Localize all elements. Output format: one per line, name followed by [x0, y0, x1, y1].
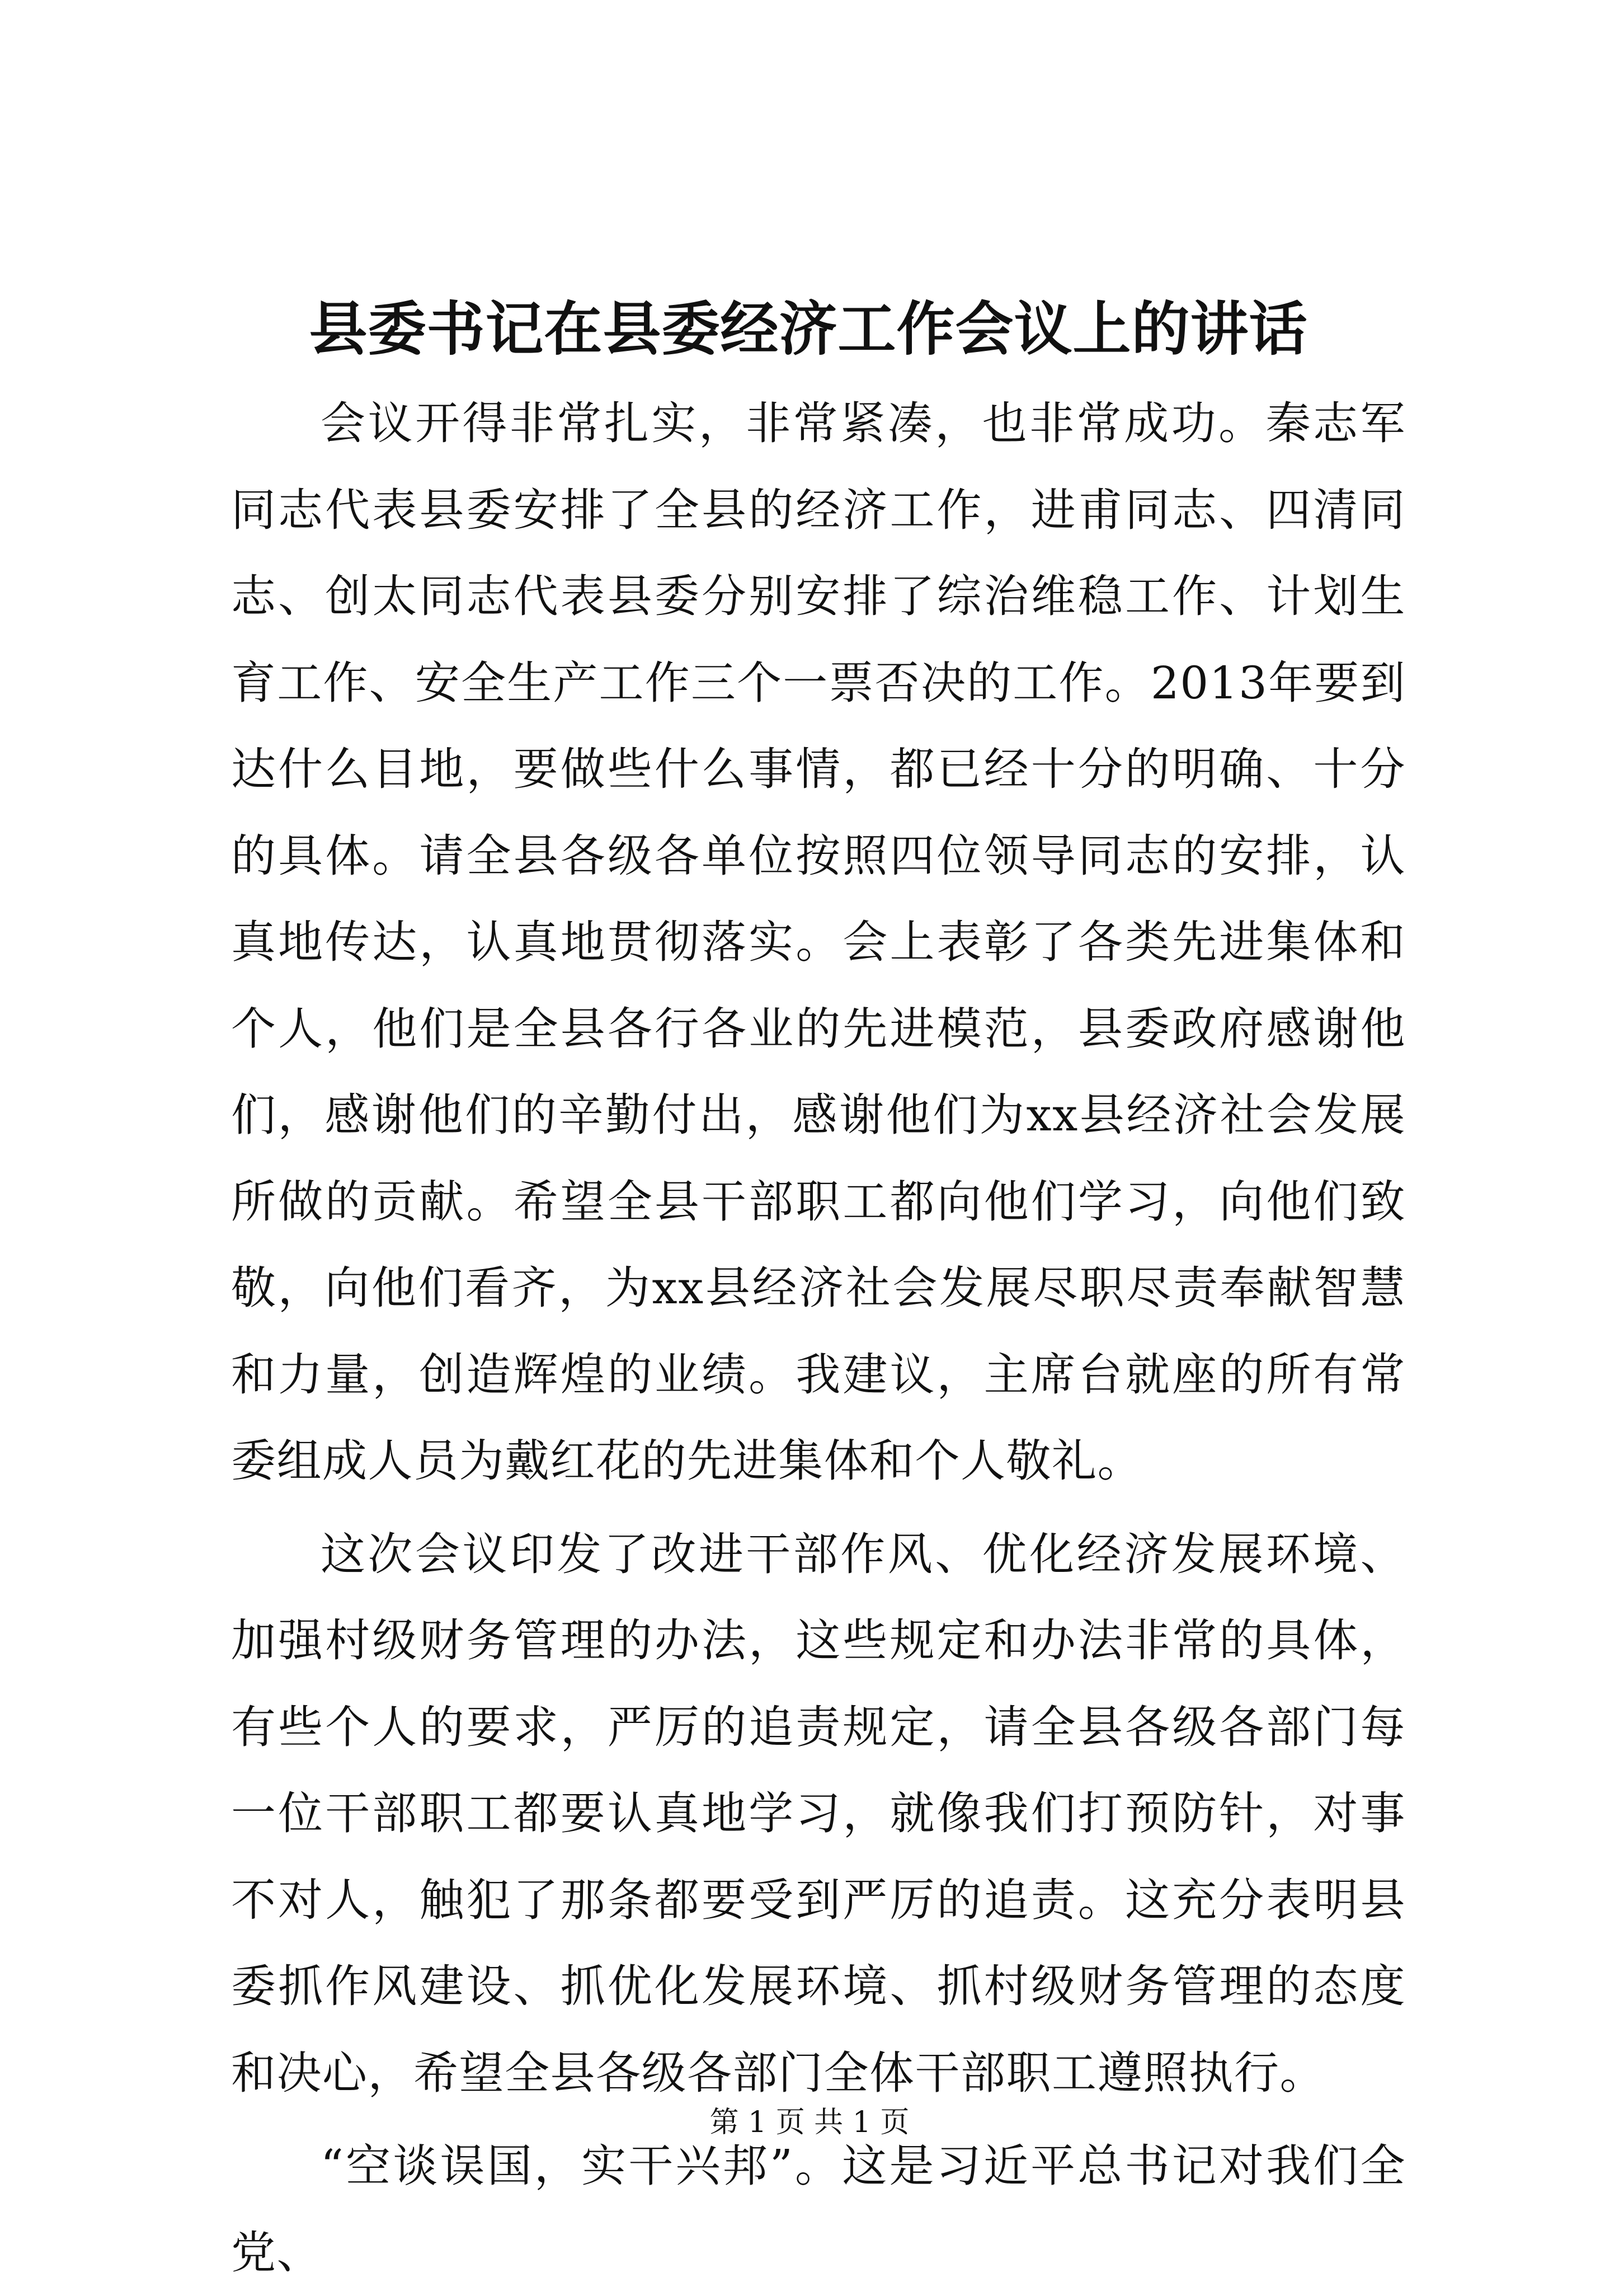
paragraph-3: “空谈误国，实干兴邦”。这是习近平总书记对我们全党、: [231, 2140, 1406, 2279]
page-number-footer: 第 1 页 共 1 页: [709, 2106, 910, 2139]
document-title: 县委书记在县委经济工作会议上的讲话: [309, 294, 1308, 363]
paragraph-2: 这次会议印发了改进干部作风、优化经济发展环境、加强村级财务管理的办法，这些规定和办法非常的具体，有些个人的要求，严厉的追责规定，请全县各级各部门每一位干部职工都要认真地学习，就像我们打预防针，对事不对人，触犯了那条都要受到严厉的追责。这充分表明县委抓作风建设、抓优化发展环境、抓村级财务管理的态度和决心，希望全县各级各部门全体干部职工遵照执行。: [231, 1528, 1406, 2099]
document-body: [231, 381, 1406, 2296]
paragraph-1: 会议开得非常扎实，非常紧凑，也非常成功。秦志军同志代表县委安排了全县的经济工作，进甫同志、四清同志、创太同志代表县委分别安排了综治维稳工作、计划生育工作、安全生产工作三个一票否决的工作。2013年要到达什么目地，要做些什么事情，都已经十分的明确、十分的具体。请全县各级各单位按照四位领导同志的安排，认真地传达，认真地贯彻落实。会上表彰了各类先进集体和个人，他们是全县各行各业的先进模范，县委政府感谢他们，感谢他们的辛勤付出，感谢他们为xx县经济社会发展所做的贡献。希望全县干部职工都向他们学习，向他们致敬，向他们看齐，为xx县经济社会发展尽职尽责奉献智慧和力量，创造辉煌的业绩。我建议，主席台就座的所有常委组成人员为戴红花的先进集体和个人敬礼。: [231, 397, 1406, 1487]
